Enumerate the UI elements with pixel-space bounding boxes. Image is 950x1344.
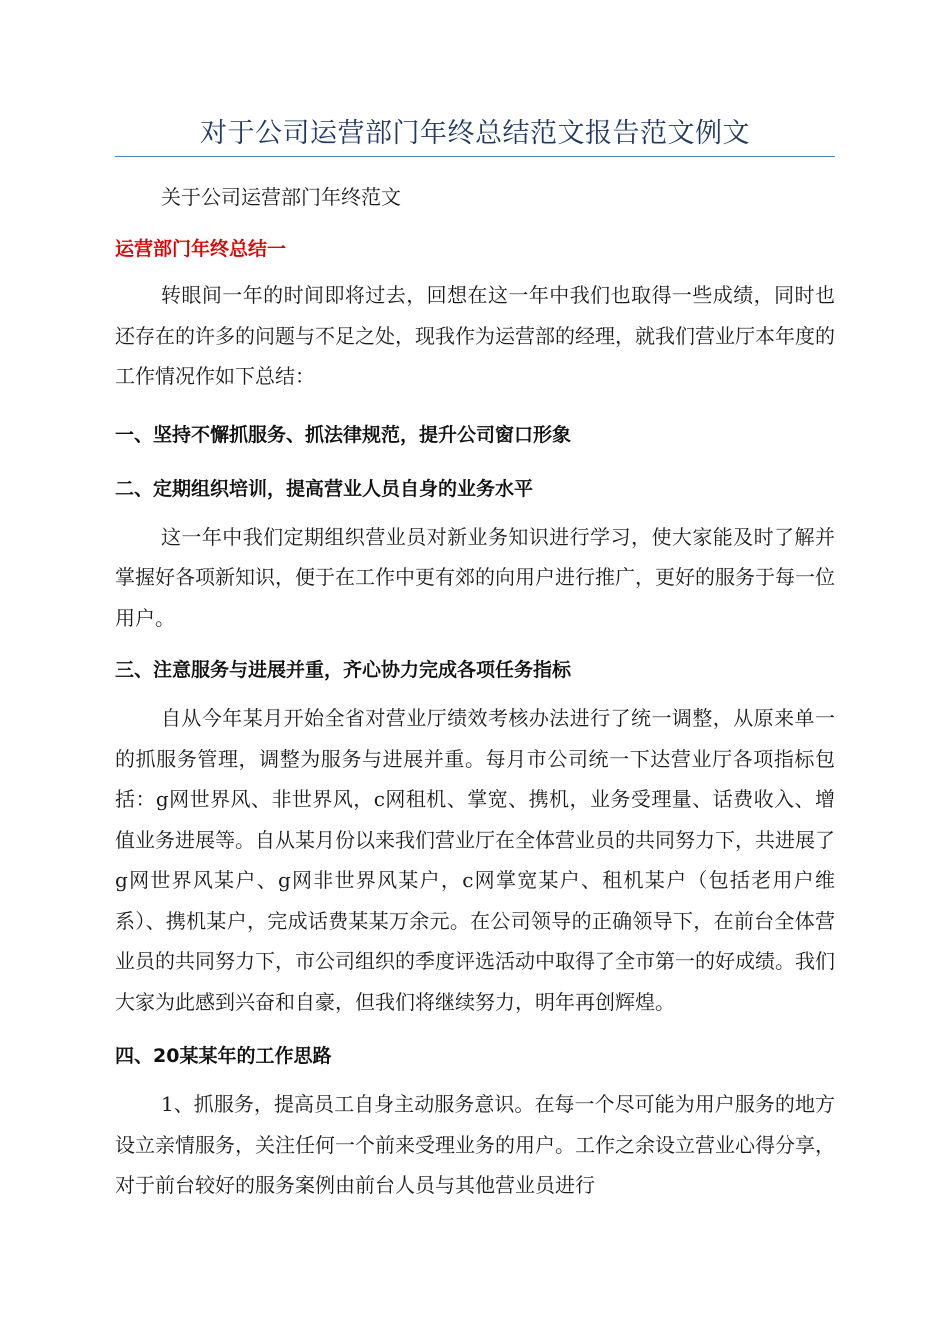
heading-service-image: 一、坚持不懈抓服务、抓法律规范，提升公司窗口形象 [115,423,572,446]
document-page [115,112,835,1206]
heading-work-plan: 四、20某某年的工作思路 [115,1045,332,1067]
heading-service-progress: 三、注意服务与进展并重，齐心协力完成各项任务指标 [115,659,572,681]
service-paragraph: 1、抓服务，提高员工自身主动服务意识。在每一个尽可能为用户服务的地方设立亲情服务，关注任何一个前来受理业务的用户。工作之余设立营业心得分享，对于前台较好的服务案例由前台人员与其他营业员进行 [115,1092,835,1197]
document-subtitle: 关于公司运营部门年终范文 [161,185,401,209]
document-title: 对于公司运营部门年终总结范文报告范文例文 [200,118,750,149]
training-paragraph: 这一年中我们定期组织营业员对新业务知识进行学习，使大家能及时了解并掌握好各项新知识，便于在工作中更有郊的向用户进行推广，更好的服务于每一位用户。 [115,524,835,630]
title-underline [115,156,835,157]
progress-paragraph: 自从今年某月开始全省对营业厅绩效考核办法进行了统一调整，从原来单一的抓服务管理，调整为服务与进展并重。每月市公司统一下达营业厅各项指标包括：g网世界风、非世界风，c网租机、掌宽、携机，业务受理量、话费收入、增值业务进展等。自从某月份以来我们营业厅在全体营业员的共同努力下，共进展了g网世界风某户、g网非世界风某户，c网掌宽某户、租机某户（包括老用户维系）、携机某户，完成话费某某万余元。在公司领导的正确领导下，在前台全体营业员的共同努力下，市公司组织的季度评选活动中取得了全市第一的好成绩。我们大家为此感到兴奋和自豪，但我们将继续努力，明年再创辉煌。 [115,706,835,1014]
intro-paragraph: 转眼间一年的时间即将过去，回想在这一年中我们也取得一些成绩，同时也还存在的许多的问题与不足之处，现我作为运营部的经理，就我们营业厅本年度的工作情况作如下总结： [115,283,835,388]
section-label: 运营部门年终总结一 [115,238,287,260]
heading-training: 二、定期组织培训，提高营业人员自身的业务水平 [115,477,534,500]
